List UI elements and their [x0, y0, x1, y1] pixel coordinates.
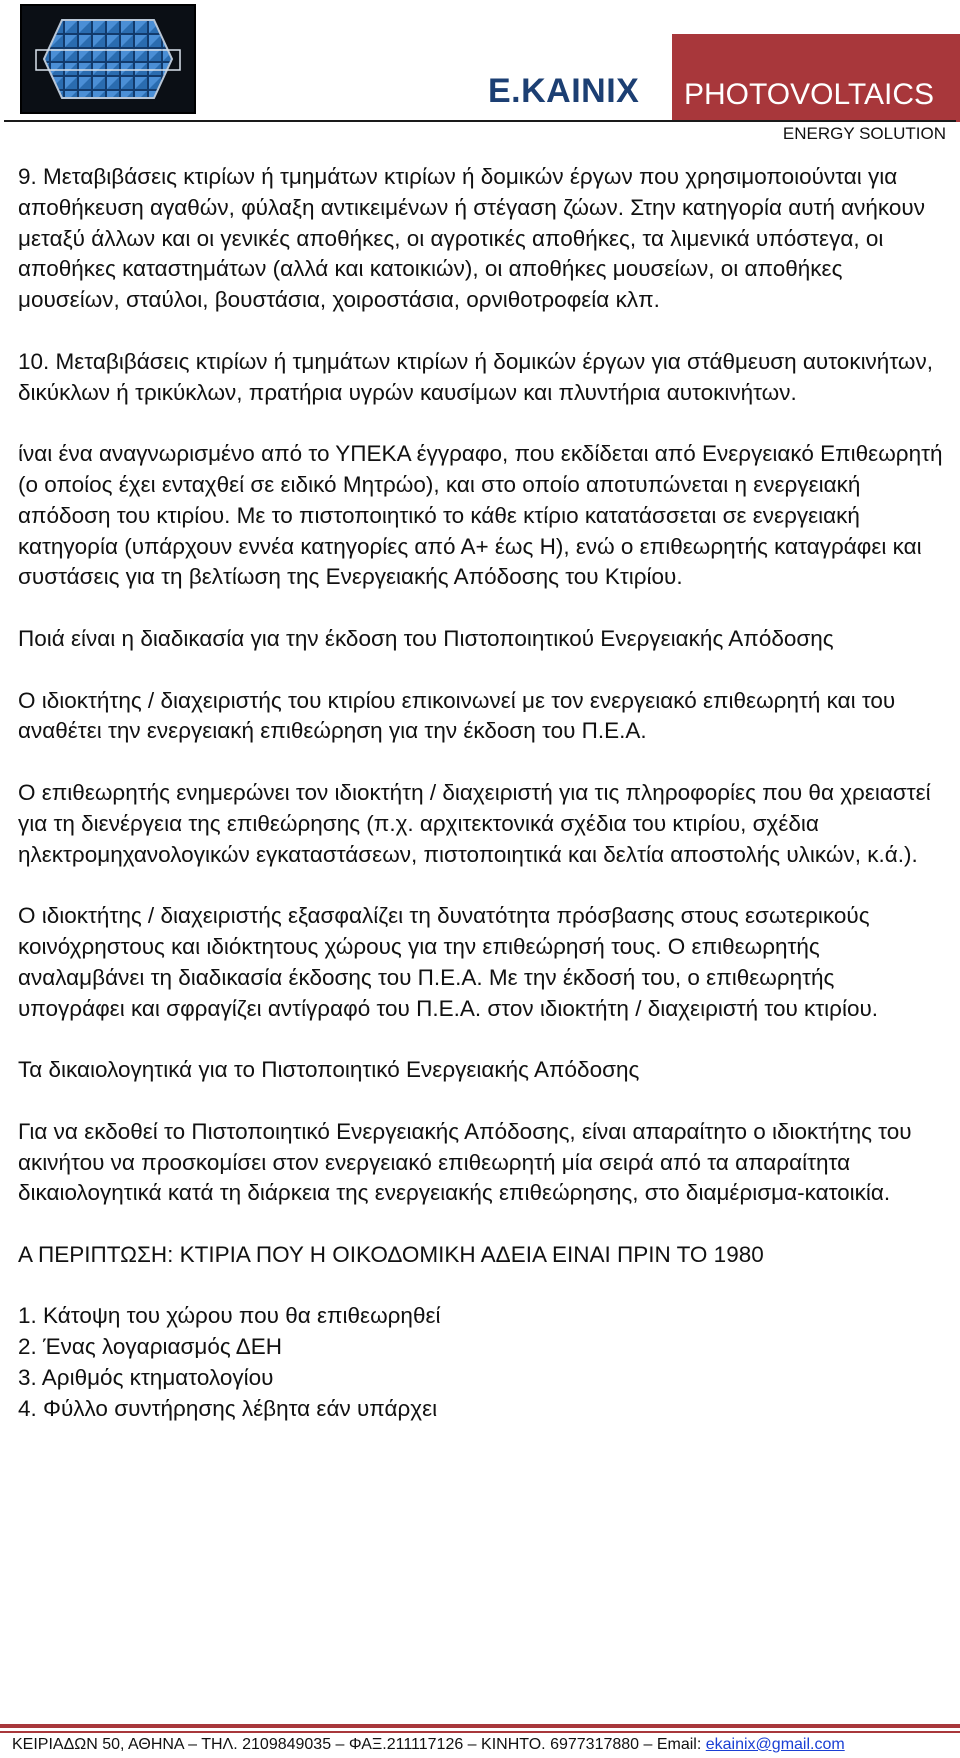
footer-email-link[interactable]: ekainix@gmail.com	[705, 1736, 845, 1753]
page-header	[0, 0, 960, 150]
heading-required-documents: Τα δικαιολογητικά για το Πιστοποιητικό Ενεργειακής Απόδοσης	[18, 1057, 640, 1083]
photovoltaics-banner	[672, 34, 960, 122]
page-footer	[12, 1736, 845, 1754]
required-documents-list	[18, 1301, 946, 1424]
tagline: ENERGY SOLUTION	[782, 124, 946, 143]
paragraph-certificate-definition: ίναι ένα αναγνωρισμένο από το ΥΠΕΚΑ έγγραφο, που εκδίδεται από Ενεργειακό Επιθεωρητή (ο οποίος έχει ενταχθεί σε ειδικό Μητρώο), και στο οποίο αποτυπώνεται η ενεργειακή απόδοση του κτιρίου. Με το πιστοποιητικό το κάθε κτίριο κατατάσσεται σε ενεργειακή κατηγορία (υπάρχουν εννέα κατηγορίες από Α+ έως Η), ενώ ο επιθεωρητής καταγράφει και συστάσεις για τη βελτίωση της Ενεργειακής Απόδοσης του Κτιρίου.	[18, 441, 943, 590]
list-item: 2. Ένας λογαριασμός ΔΕΗ	[18, 1334, 283, 1360]
company-logo	[20, 4, 196, 114]
company-name: E.KAINIX	[488, 72, 640, 110]
heading-case-a: Α ΠΕΡΙΠΤΩΣΗ: ΚΤΙΡΙΑ ΠΟΥ Η ΟΙΚΟΔΟΜΙΚΗ ΑΔΕΙΑ ΕΙΝΑΙ ΠΡΙΝ ΤΟ 1980	[18, 1241, 764, 1267]
list-item: 3. Αριθμός κτηματολογίου	[18, 1365, 274, 1391]
paragraph-owner-contacts-inspector: Ο ιδιοκτήτης / διαχειριστής του κτιρίου επικοινωνεί με τον ενεργειακό επιθεωρητή και του αναθέτει την ενεργειακή επιθεώρηση για την έκδοση του Π.Ε.Α.	[18, 687, 896, 744]
heading-procedure: Ποιά είναι η διαδικασία για την έκδοση του Πιστοποιητικού Ενεργειακής Απόδοσης	[18, 625, 834, 651]
paragraph-9-storage-buildings: 9. Μεταβιβάσεις κτιρίων ή τμημάτων κτιρίων ή δομικών έργων που χρησιμοποιούνται για αποθήκευση αγαθών, φύλαξη αντικειμένων ή στέγαση ζώων. Στην κατηγορία αυτή ανήκουν μεταξύ άλλων και οι γενικές αποθήκες, οι αγροτικές αποθήκες, τα λιμενικά υπόστεγα, οι αποθήκες καταστημάτων (αλλά και κατοικιών), οι αποθήκες μουσείων, οι αποθήκες μουσείων, σταύλοι, βουστάσια, χοιροστάσια, ορνιθοτροφεία κλπ.	[18, 164, 925, 313]
footer-divider-thick	[0, 1724, 960, 1728]
list-item: 4. Φύλλο συντήρησης λέβητα εάν υπάρχει	[18, 1395, 438, 1421]
document-body	[18, 162, 946, 1425]
paragraph-10-parking-buildings: 10. Μεταβιβάσεις κτιρίων ή τμημάτων κτιρίων ή δομικών έργων για στάθμευση αυτοκινήτων, δικύκλων ή τρικύκλων, πρατήρια υγρών καυσίμων και πλυντήρια αυτοκινήτων.	[18, 348, 933, 405]
list-item: 1. Κάτοψη του χώρου που θα επιθεωρηθεί	[18, 1303, 441, 1329]
header-divider	[4, 120, 956, 122]
photovoltaics-label: PHOTOVOLTAICS	[684, 78, 935, 111]
paragraph-inspector-informs: Ο επιθεωρητής ενημερώνει τον ιδιοκτήτη / διαχειριστή για τις πληροφορίες που θα χρειαστεί για τη διενέργεια της επιθεώρησης (π.χ. αρχιτεκτονικά σχέδια του κτιρίου, σχέδια ηλεκτρομηχανολογικών εγκαταστάσεων, πιστοποιητικά και δελτία αποστολής υλικών, κ.ά.).	[18, 779, 931, 867]
footer-divider-thin	[0, 1731, 960, 1733]
paragraph-access-and-issuance: Ο ιδιοκτήτης / διαχειριστής εξασφαλίζει τη δυνατότητα πρόσβασης στους εσωτερικούς κοινόχρηστους και ιδιόκτητους χώρους για την επιθεώρησή τους. Ο επιθεωρητής αναλαμβάνει τη διαδικασία έκδοσης του Π.Ε.Α. Με την έκδοσή του, ο επιθεωρητής υπογράφει και σφραγίζει αντίγραφό του Π.Ε.Α. στον ιδιοκτήτη / διαχειριστή του κτιρίου.	[18, 903, 879, 1021]
footer-contact-text: ΚΕΙΡΙΑΔΩΝ 50, ΑΘΗΝΑ – ΤΗΛ. 2109849035 – ΦΑΞ.211117126 – ΚΙΝΗΤΟ. 6977317880 – Email:	[12, 1736, 706, 1753]
paragraph-documents-intro: Για να εκδοθεί το Πιστοποιητικό Ενεργειακής Απόδοσης, είναι απαραίτητο ο ιδιοκτήτης του ακινήτου να προσκομίσει στον ενεργειακό επιθεωρητή μία σειρά από τα απαραίτητα δικαιολογητικά κατά τη διάρκεια της ενεργειακής επιθεώρησης, στο διαμέρισμα-κατοικία.	[18, 1118, 912, 1206]
